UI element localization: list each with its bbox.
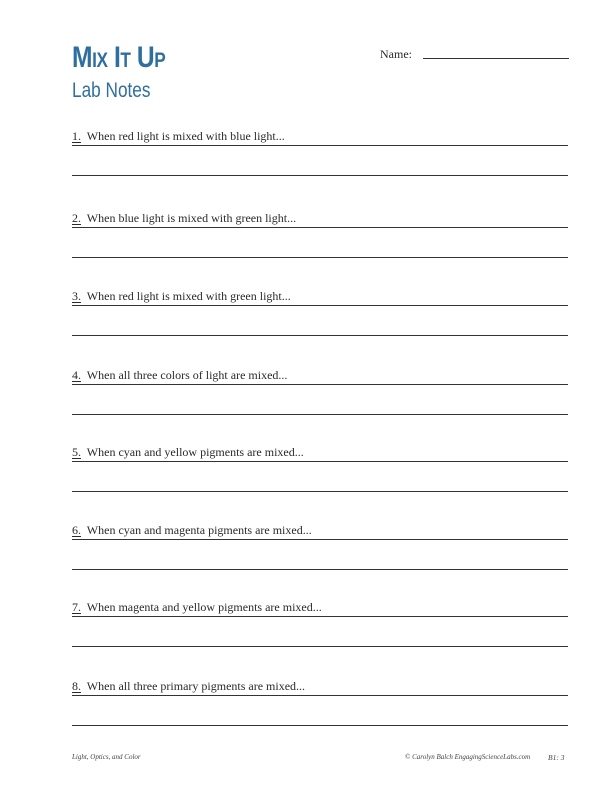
answer-line[interactable]: [72, 227, 568, 228]
question-number: 1.: [72, 129, 81, 143]
answer-line[interactable]: [72, 257, 568, 258]
question-text: [72, 369, 289, 382]
question-number: 5.: [72, 445, 81, 459]
question-text: [72, 212, 298, 225]
answer-line[interactable]: [72, 384, 568, 385]
question-text: [72, 290, 293, 303]
answer-line[interactable]: [72, 175, 568, 176]
answer-line[interactable]: [72, 305, 568, 306]
question-number: 2.: [72, 211, 81, 225]
question-text: [72, 680, 307, 693]
question-prompt: When magenta and yellow pigments are mixed...: [86, 600, 322, 614]
answer-line[interactable]: [72, 539, 568, 540]
question-prompt: When blue light is mixed with green light...: [86, 211, 297, 225]
answer-line[interactable]: [72, 335, 568, 336]
question-number: 4.: [72, 368, 81, 382]
question-prompt: When all three colors of light are mixed...: [86, 368, 288, 382]
question-number: 3.: [72, 289, 81, 303]
answer-line[interactable]: [72, 695, 568, 696]
question-prompt: When red light is mixed with green light...: [86, 289, 291, 303]
question-text: [72, 601, 324, 614]
answer-line[interactable]: [72, 491, 568, 492]
worksheet-subtitle: Lab Notes: [72, 79, 151, 102]
answer-line[interactable]: [72, 725, 568, 726]
answer-line[interactable]: [72, 646, 568, 647]
question-prompt: When cyan and yellow pigments are mixed...: [86, 445, 304, 459]
answer-line[interactable]: [72, 145, 568, 146]
answer-line[interactable]: [72, 616, 568, 617]
worksheet-title: Mix It Up: [72, 41, 166, 74]
question-prompt: When cyan and magenta pigments are mixed...: [86, 523, 312, 537]
footer-course: Light, Optics, and Color: [72, 753, 141, 761]
question-number: 7.: [72, 600, 81, 614]
question-prompt: When all three primary pigments are mixed...: [86, 679, 306, 693]
question-prompt: When red light is mixed with blue light...: [86, 129, 285, 143]
question-number: 6.: [72, 523, 81, 537]
question-text: [72, 446, 306, 459]
name-label: Name:: [380, 47, 412, 61]
name-field-line[interactable]: [423, 58, 569, 59]
footer-page-number: B1: 3: [548, 753, 565, 762]
question-text: [72, 524, 314, 537]
question-text: [72, 130, 287, 143]
answer-line[interactable]: [72, 569, 568, 570]
footer-copyright: © Carolyn Balch EngagingScienceLabs.com: [405, 753, 531, 761]
question-number: 8.: [72, 679, 81, 693]
answer-line[interactable]: [72, 461, 568, 462]
answer-line[interactable]: [72, 414, 568, 415]
